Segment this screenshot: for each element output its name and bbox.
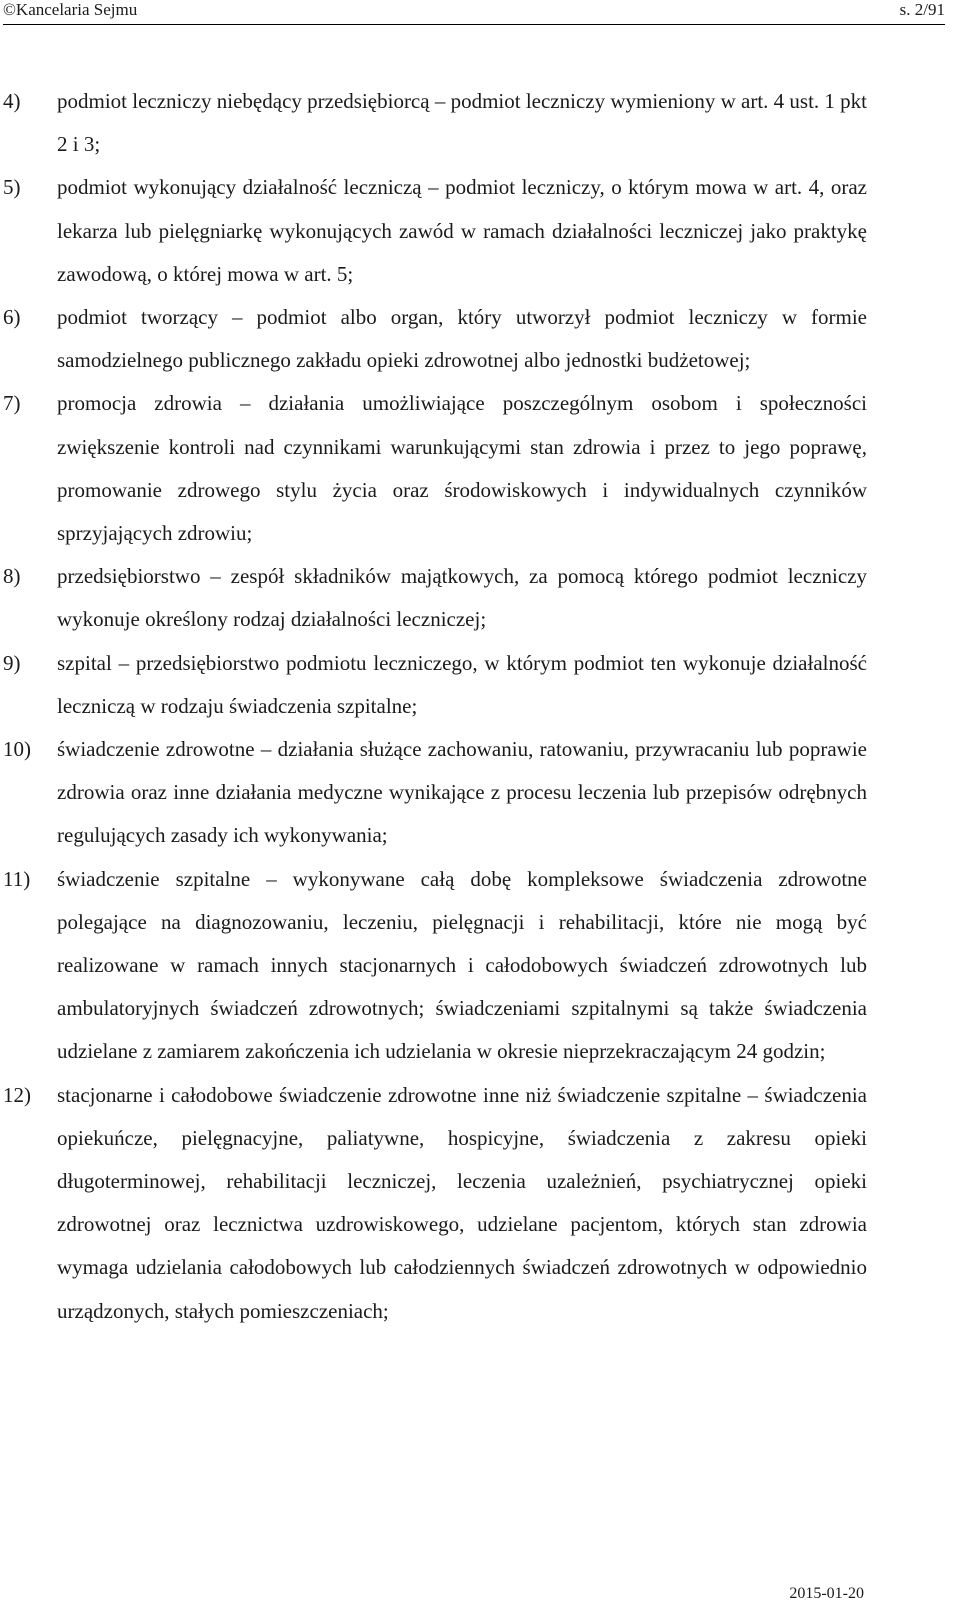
item-number: 8): [3, 564, 21, 589]
item-text: przedsiębiorstwo – zespół składników majątkowych, za pomocą którego podmiot leczniczy wykonuje określony rodzaj działalności leczniczej;: [57, 564, 867, 632]
item-number: 4): [3, 89, 21, 113]
list-item-9: [0, 642, 960, 728]
footer-date: 2015-01-20: [789, 1585, 864, 1602]
list-item-11: [0, 858, 960, 1074]
item-text: świadczenie szpitalne – wykonywane całą dobę kompleksowe świadczenia zdrowotne polegające na diagnozowaniu, leczeniu, pielęgnacji i rehabilitacji, które nie mogą być realizowane w ramach innych stacjonarnych i całodobowych świadczeń zdrowotnych lub ambulatoryjnych świadczeń zdrowotnych; świadczeniami szpitalnymi są także świadczenia udzielane z zamiarem zakończenia ich udzielania w okresie nieprzekraczającym 24 godzin;: [57, 866, 867, 1064]
item-text: świadczenie zdrowotne – działania służące zachowaniu, ratowaniu, przywracaniu lub poprawie zdrowia oraz inne działania medyczne wynikające z procesu leczenia lub przepisów odrębnych regulujących zasady ich wykonywania;: [57, 737, 867, 848]
list-item-10: [0, 728, 960, 858]
item-number: 12): [3, 1082, 31, 1107]
list-item-12: [0, 1074, 960, 1333]
header-page-number: s. 2/91: [899, 0, 945, 19]
item-text: promocja zdrowia – działania umożliwiające poszczególnym osobom i społeczności zwiększenie kontroli nad czynnikami warunkującymi stan zdrowia i przez to jego poprawę, promowanie zdrowego stylu życia oraz środowiskowych i indywidualnych czynników sprzyjających zdrowiu;: [57, 391, 867, 546]
list-item-7: [0, 382, 960, 555]
header-publisher: ©Kancelaria Sejmu: [3, 0, 138, 19]
list-item-8: [0, 555, 960, 641]
item-text: podmiot tworzący – podmiot albo organ, który utworzył podmiot leczniczy w formie samodzielnego publicznego zakładu opieki zdrowotnej albo jednostki budżetowej;: [57, 305, 867, 373]
definitions-list: [0, 80, 960, 1333]
item-text: stacjonarne i całodobowe świadczenie zdrowotne inne niż świadczenie szpitalne – świadczenia opiekuńcze, pielęgnacyjne, paliatywne, hospicyjne, świadczenia z zakresu opieki długoterminowej, rehabilitacji leczniczej, leczenia uzależnień, psychiatrycznej opieki zdrowotnej oraz lecznictwa uzdrowiskowego, udzielane pacjentom, których stan zdrowia wymaga udzielania całodobowych lub całodziennych świadczeń zdrowotnych w odpowiednio urządzonych, stałych pomieszczeniach;: [57, 1082, 867, 1323]
item-number: 9): [3, 650, 21, 675]
item-text: podmiot leczniczy niebędący przedsiębiorcą – podmiot leczniczy wymieniony w art. 4 ust. 1 pkt 2 i 3;: [57, 89, 867, 157]
item-number: 7): [3, 391, 21, 416]
item-number: 10): [3, 737, 31, 762]
item-number: 5): [3, 175, 21, 200]
page-header: [3, 0, 945, 25]
list-item-6: [0, 296, 960, 382]
list-item-5: [0, 166, 960, 296]
list-item-4: [0, 80, 960, 166]
item-text: podmiot wykonujący działalność leczniczą – podmiot leczniczy, o którym mowa w art. 4, oraz lekarza lub pielęgniarkę wykonujących zawód w ramach działalności leczniczej jako praktykę zawodową, o której mowa w art. 5;: [57, 175, 867, 286]
item-text: szpital – przedsiębiorstwo podmiotu leczniczego, w którym podmiot ten wykonuje działalność leczniczą w rodzaju świadczenia szpitalne;: [57, 650, 867, 718]
item-number: 6): [3, 305, 21, 330]
item-number: 11): [3, 866, 31, 891]
